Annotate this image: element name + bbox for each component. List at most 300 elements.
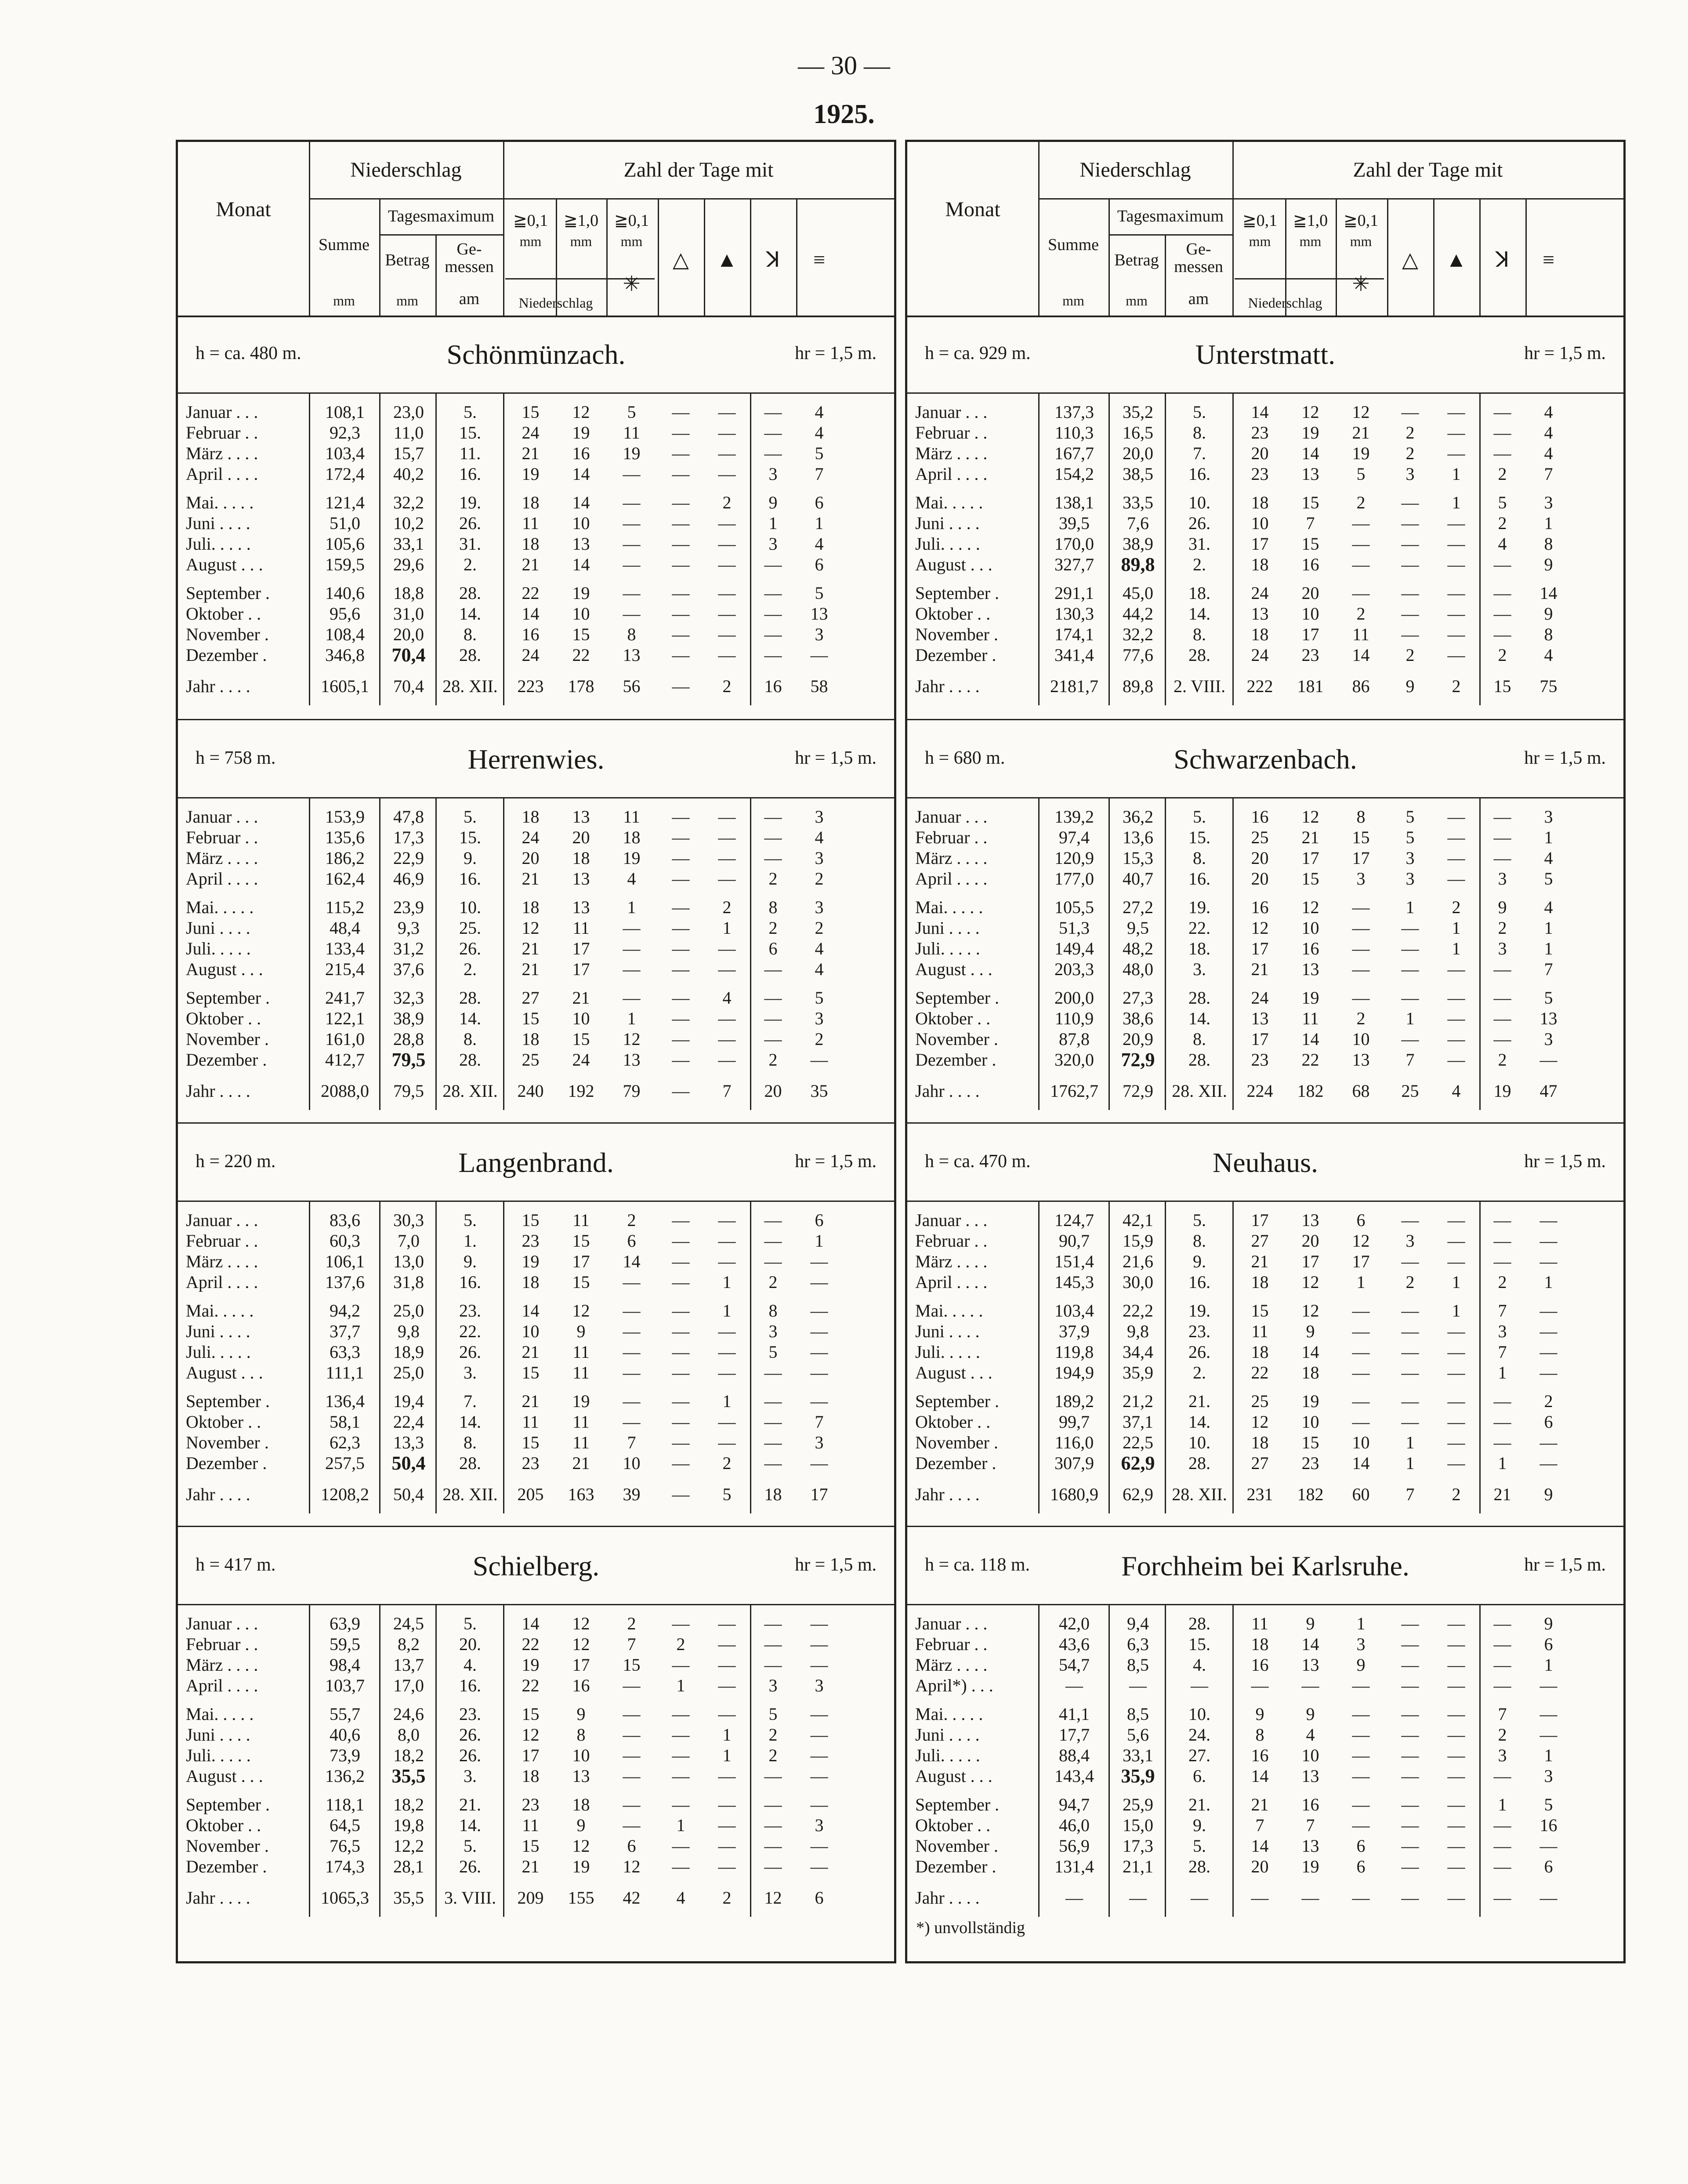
table-cell: 17,7 [1059,1725,1090,1745]
table-cell: 15 [522,402,540,422]
station-block [178,316,894,711]
table-cell: 21 [1493,1484,1511,1504]
table-cell: 35,2 [1123,402,1153,422]
table-cell: 6 [815,1210,824,1230]
table-cell: 140,6 [325,583,365,603]
table-cell: 5 [1405,827,1415,847]
table-cell: 5. [1193,1210,1206,1230]
table-cell: 17 [1301,1252,1319,1271]
year-total-row [907,1081,1623,1101]
table-cell: 9 [576,1321,586,1341]
table-cell: 15 [522,1210,540,1230]
table-cell: 56 [623,676,641,696]
table-cell: — [1447,827,1465,847]
table-cell: 2 [1356,493,1366,512]
month-label: Februar . . [186,423,258,443]
table-cell: 37,1 [1123,1412,1153,1432]
table-cell: 1 [1356,1272,1366,1292]
table-cell: 14 [572,493,590,512]
table-cell: — [1493,1412,1511,1432]
station-elevation: h = 220 m. [196,1151,276,1172]
table-cell: 5. [464,1210,477,1230]
table-cell: 2 [815,869,824,889]
table-cell: 10. [1188,1433,1210,1452]
table-row [178,938,894,959]
table-cell: 5 [768,1704,778,1724]
table-cell: — [623,534,641,554]
table-cell: 15 [1301,534,1319,554]
table-cell: — [1447,402,1465,422]
header-rule [1038,198,1232,200]
table-row [907,1411,1623,1432]
table-cell: 94,2 [330,1301,360,1321]
table-cell: 2 [1405,443,1415,463]
table-cell: 12 [1301,1301,1319,1321]
table-cell: — [672,1363,690,1382]
table-cell: — [623,1745,641,1765]
table-cell: 6 [1356,1857,1366,1876]
station-block [178,719,894,1116]
table-cell: 4 [1544,897,1553,917]
table-cell: 22 [1251,1363,1269,1382]
table-cell: — [764,1655,782,1675]
table-cell: 4 [1306,1725,1315,1745]
table-cell: 13 [1539,1009,1558,1028]
table-cell: 12 [1251,918,1269,938]
table-cell: 13 [1251,1009,1269,1028]
table-cell: — [1447,1614,1465,1633]
table-cell: 3 [768,1676,778,1695]
month-label: April . . . . [186,464,258,484]
table-row [178,1342,894,1362]
table-row [907,492,1623,513]
month-label: Dezember . [186,1857,267,1876]
table-cell: — [672,534,690,554]
table-cell: — [672,869,690,889]
table-cell: 2 [676,1634,685,1654]
hail-triangle-icon: △ [673,248,689,272]
table-cell: 5 [627,402,636,422]
table-cell: 21 [522,959,540,979]
table-row [178,1391,894,1411]
table-cell: 3 [1498,939,1507,958]
table-cell: — [1401,1301,1419,1321]
table-cell: 18 [522,493,540,512]
station-name: Unterstmatt. [1195,339,1336,370]
table-cell: — [764,1252,782,1271]
table-cell: 62,9 [1123,1484,1153,1504]
table-cell: — [764,624,782,644]
station-gauge-height: hr = 1,5 m. [1524,1151,1606,1172]
table-cell: — [718,1795,736,1814]
table-cell: 89,8 [1123,676,1153,696]
table-cell: — [1539,1725,1558,1745]
station-elevation: h = 680 m. [925,748,1005,768]
table-cell: — [623,1391,641,1411]
table-cell: — [1352,897,1370,917]
table-cell: — [1065,1888,1083,1908]
table-cell: 8 [1356,807,1366,827]
table-cell: 28,1 [393,1857,424,1876]
table-cell: 2 [1544,1391,1553,1411]
header-monat: Monat [216,198,271,221]
table-cell: 2 [815,918,824,938]
table-row [178,533,894,554]
month-label: Juni . . . . [915,1725,980,1745]
table-row [178,1836,894,1856]
table-row [178,1251,894,1272]
table-cell: — [764,1029,782,1049]
table-cell: 4 [722,988,732,1008]
table-cell: 1 [722,1272,732,1292]
table-cell: 14. [459,1009,481,1028]
header-summe-mm: mm [1062,293,1084,308]
table-cell: 27,2 [1123,897,1153,917]
table-cell: 33,1 [1123,1745,1153,1765]
table-cell: 19. [459,493,481,512]
table-row [178,1745,894,1766]
table-cell: 14 [1301,443,1319,463]
table-cell: 31,8 [393,1272,424,1292]
table-cell: 9. [1193,1252,1206,1271]
table-cell: — [1493,1252,1511,1271]
month-label: August . . . [915,959,993,979]
station-table [178,1201,894,1513]
table-cell: — [672,1745,690,1765]
month-label: März . . . . [186,443,258,463]
table-cell: 77,6 [1123,645,1153,665]
table-cell: 223 [517,676,544,696]
table-cell: — [1539,1676,1558,1695]
table-cell: 19 [1352,443,1370,463]
month-label: November . [186,1029,269,1049]
table-row [907,1300,1623,1321]
table-cell: 2181,7 [1050,676,1098,696]
table-cell: 3 [815,1009,824,1028]
station-table [178,392,894,705]
table-cell: 13 [623,645,641,665]
table-cell: — [623,1321,641,1341]
table-cell: 25 [1251,1391,1269,1411]
table-cell: 4 [1498,534,1507,554]
table-cell: 18 [1251,1433,1269,1452]
table-cell: 11 [1352,624,1369,644]
table-cell: 18 [1251,555,1269,574]
month-label: November . [186,624,269,644]
table-cell: — [764,443,782,463]
table-cell: — [810,1704,828,1724]
table-cell: — [1352,939,1370,958]
table-cell: — [764,1009,782,1028]
table-cell: 19,4 [393,1391,424,1411]
month-label: Januar . . . [186,402,258,422]
table-cell: 2 [1405,1272,1415,1292]
table-cell: 8 [768,1301,778,1321]
table-cell: 4 [1544,848,1553,868]
table-cell: 14 [623,1252,641,1271]
month-label: Juli. . . . . [186,1745,251,1765]
month-label: Mai. . . . . [915,493,983,512]
table-cell: — [1447,1836,1465,1856]
table-cell: — [1493,1614,1511,1633]
table-cell: 9 [1544,1614,1553,1633]
table-cell: — [1401,1342,1419,1362]
table-cell: 99,7 [1059,1412,1090,1432]
table-cell: — [1493,1766,1511,1786]
table-cell: — [764,1815,782,1835]
table-cell: — [810,1725,828,1745]
table-cell: 16 [1539,1815,1558,1835]
table-cell: 22 [522,1676,540,1695]
table-cell: 18. [1188,939,1210,958]
table-cell: 14. [1188,1009,1210,1028]
table-cell: — [718,1363,736,1382]
station-block [178,1122,894,1519]
month-label: November . [915,1433,998,1452]
table-cell: — [718,1655,736,1675]
table-cell: — [810,1655,828,1675]
table-cell: 105,6 [325,534,365,554]
table-cell: 75 [1539,676,1558,696]
table-cell: 124,7 [1054,1210,1094,1230]
table-cell: 15,3 [1123,848,1153,868]
table-cell: — [672,897,690,917]
table-cell: — [1401,1857,1419,1876]
table-cell: 15,9 [1123,1231,1153,1251]
table-row [178,1008,894,1029]
table-cell: 2 [722,493,732,512]
table-cell: — [1401,583,1419,603]
month-label: April . . . . [186,1676,258,1695]
table-cell: — [623,1704,641,1724]
station-gauge-height: hr = 1,5 m. [1524,748,1606,768]
table-cell: — [764,807,782,827]
month-label: Januar . . . [915,1210,988,1230]
left-half-table [176,140,896,1963]
table-cell: — [672,1081,690,1101]
table-row [178,583,894,603]
table-cell: 15 [1301,1433,1319,1452]
table-cell: 42,0 [1059,1614,1090,1633]
table-cell: 98,4 [330,1655,360,1675]
table-cell: 10 [1301,604,1319,624]
table-cell: 24 [572,1050,590,1070]
table-cell: 32,2 [393,493,424,512]
table-cell: 51,0 [330,513,360,533]
table-cell: 5 [1544,1795,1553,1814]
table-cell: 28. [1188,1857,1210,1876]
table-cell: — [623,1676,641,1695]
table-cell: — [1401,1888,1419,1908]
table-cell: 17 [1251,534,1269,554]
table-cell: 2 [1498,1272,1507,1292]
table-cell: — [718,1704,736,1724]
table-cell: 6,3 [1127,1634,1149,1654]
table-cell: 15 [623,1655,641,1675]
table-cell: 23 [1251,464,1269,484]
month-label: Februar . . [186,1231,258,1251]
table-cell: 20 [1251,869,1269,889]
table-cell: 3. [1193,959,1206,979]
table-cell: — [718,827,736,847]
table-cell: — [623,939,641,958]
table-row [178,1272,894,1292]
table-cell: 6. [1193,1766,1206,1786]
table-cell: 4 [1544,402,1553,422]
table-cell: — [1352,959,1370,979]
station-gauge-height: hr = 1,5 m. [795,748,877,768]
table-cell: 131,4 [1054,1857,1094,1876]
station-name: Langenbrand. [458,1147,614,1178]
table-cell: 8,5 [1127,1704,1149,1724]
table-cell: 27 [522,988,540,1008]
table-cell: 1 [1498,1363,1507,1382]
table-cell: 17 [1301,848,1319,868]
station-name: Herrenwies. [467,744,605,775]
table-cell: — [1352,1815,1370,1835]
table-cell: — [623,1795,641,1814]
table-cell: 9 [1498,897,1507,917]
table-cell: 28. XII. [442,1081,498,1101]
table-cell: 26. [459,1725,481,1745]
table-cell: 48,4 [330,918,360,938]
month-label: Januar . . . [915,807,988,827]
table-cell: 23 [1251,1050,1269,1070]
table-cell: — [1401,1634,1419,1654]
table-cell: 58 [810,676,828,696]
table-cell: 154,2 [1054,464,1094,484]
table-cell: 47 [1539,1081,1558,1101]
table-cell: 21 [522,1391,540,1411]
table-cell: 19 [1301,988,1319,1008]
table-cell: — [672,402,690,422]
table-cell: 19 [572,423,590,443]
table-cell: — [1401,402,1419,422]
table-row [907,402,1623,422]
month-label: Jahr . . . . [915,676,980,696]
table-cell: 12,2 [393,1836,424,1856]
table-cell: 17 [572,1252,590,1271]
table-cell: 9. [464,1252,477,1271]
header-ge10: ≧1,0 [563,211,599,230]
header-niederschlag: Niederschlag [1079,158,1191,181]
station-name: Forchheim bei Karlsruhe. [1121,1550,1409,1582]
table-cell: 17,3 [1123,1836,1153,1856]
table-cell: 10 [1301,1745,1319,1765]
table-cell: 22 [1301,1050,1319,1070]
station-name: Schwarzenbach. [1174,744,1357,775]
table-cell: 136,4 [325,1391,365,1411]
table-cell: — [764,1412,782,1432]
table-cell: 35,9 [1123,1363,1153,1382]
table-cell: — [672,1272,690,1292]
table-cell: 14 [1251,1766,1269,1786]
table-cell: 15. [459,423,481,443]
table-cell: 22,5 [1123,1433,1153,1452]
month-label: August . . . [186,959,263,979]
table-cell: — [718,513,736,533]
table-cell: — [810,1795,828,1814]
header-ge10: ≧1,0 [1293,211,1328,230]
header-niederschlag: Niederschlag [350,158,462,181]
table-cell: 38,5 [1123,464,1153,484]
table-cell: — [1401,939,1419,958]
table-cell: 40,6 [330,1725,360,1745]
table-cell: 23 [522,1795,540,1814]
table-cell: 9 [1544,555,1553,574]
table-cell: — [672,423,690,443]
table-cell: 17 [1251,1029,1269,1049]
table-cell: — [1401,1363,1419,1382]
header-am: am [459,290,480,308]
table-cell: — [672,1766,690,1786]
table-cell: 2 [768,869,778,889]
table-cell: 1 [1405,1453,1415,1473]
table-cell: 205 [517,1484,544,1504]
table-row [178,959,894,980]
table-cell: — [764,604,782,624]
table-cell: 2 [1405,423,1415,443]
table-cell: 22. [1188,918,1210,938]
month-label: September . [915,583,1000,603]
table-cell: 20. [459,1634,481,1654]
month-label: Oktober . . [915,1412,991,1432]
table-row [907,1251,1623,1272]
table-row [907,1049,1623,1070]
table-cell: 50,4 [393,1484,424,1504]
station-elevation: h = 758 m. [196,748,276,768]
table-cell: 88,4 [1059,1745,1090,1765]
table-row [178,1613,894,1634]
table-cell: — [1493,1391,1511,1411]
table-cell: 48,0 [1123,959,1153,979]
table-cell: 327,7 [1054,555,1094,574]
table-cell: — [1401,1029,1419,1049]
month-label: Februar . . [915,1231,988,1251]
table-cell: 37,9 [1059,1321,1090,1341]
table-row [907,1321,1623,1342]
table-cell: 8. [1193,1231,1206,1251]
table-cell: 2 [1356,604,1366,624]
table-cell: 28. [459,988,481,1008]
month-label: März . . . . [186,1655,258,1675]
table-cell: 6 [1544,1857,1553,1876]
header-ge01-snow-mm: mm [620,233,643,249]
month-label: Jahr . . . . [186,676,250,696]
header-gemessen: Ge- messen [1174,240,1223,276]
table-cell: 2 [1498,1050,1507,1070]
table-cell: 4 [1544,423,1553,443]
table-cell: 138,1 [1054,493,1094,512]
table-cell: 5. [464,402,477,422]
month-label: Juli. . . . . [915,1745,980,1765]
table-cell: 14 [1539,583,1558,603]
table-cell: — [672,1050,690,1070]
month-label: Juni . . . . [186,1725,250,1745]
table-cell: 1680,9 [1050,1484,1098,1504]
table-cell: 32,3 [393,988,424,1008]
header-betrag: Betrag [385,251,430,269]
table-cell: 10 [572,604,590,624]
table-cell: 21,6 [1123,1252,1153,1271]
table-cell: 15 [522,1836,540,1856]
table-cell: — [718,959,736,979]
table-row [907,443,1623,464]
table-cell: — [672,918,690,938]
table-cell: 21. [459,1795,481,1814]
table-cell: 18 [1251,1634,1269,1654]
table-cell: 1 [1405,1009,1415,1028]
